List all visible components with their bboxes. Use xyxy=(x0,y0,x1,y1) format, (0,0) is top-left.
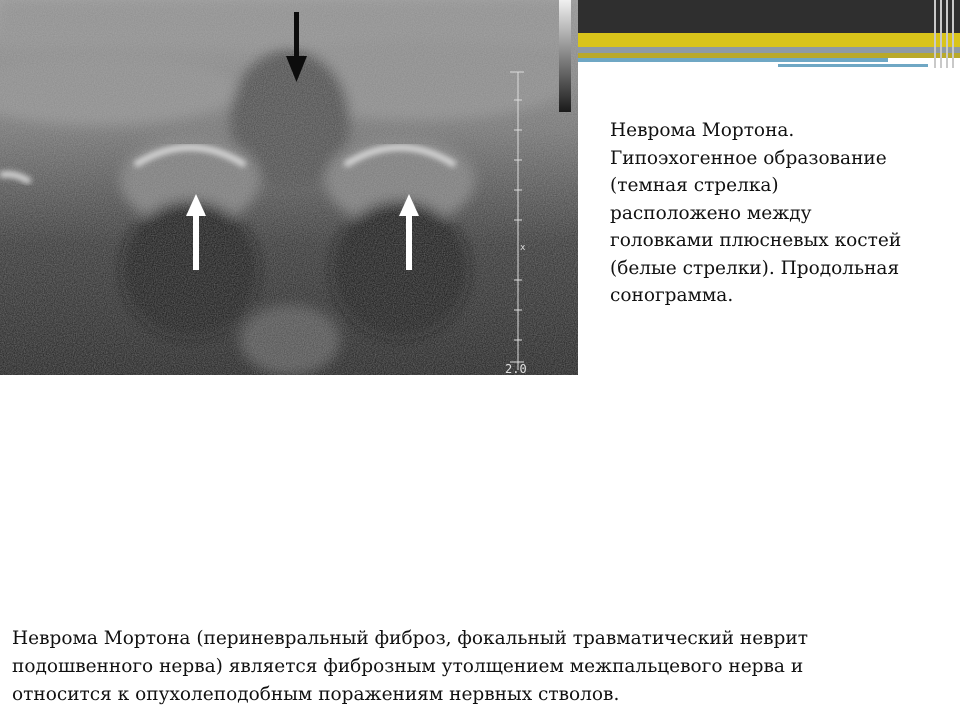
caption-line: Неврома Мортона. xyxy=(610,120,795,141)
body-line: относится к опухолеподобным поражениям нервных стволов. xyxy=(12,684,620,705)
caption-line: Гипоэхогенное образование xyxy=(610,147,887,169)
header-decoration xyxy=(578,0,960,70)
caption-line: (темная стрелка) xyxy=(610,175,779,196)
body-line: подошвенного нерва) является фиброзным утолщением межпальцевого нерва и xyxy=(12,656,804,677)
header-vertical-lines xyxy=(932,0,960,68)
caption-line: расположено между xyxy=(610,202,812,224)
body-line: Неврома Мортона (периневральный фиброз, фокальный травматический неврит xyxy=(12,628,808,649)
header-blue-stripe-short xyxy=(778,64,928,67)
scale-label: 2.0 xyxy=(505,362,527,375)
caption-line: (белые стрелки). Продольная xyxy=(610,257,900,279)
header-dark-bar xyxy=(578,0,960,33)
figure-caption xyxy=(610,117,950,310)
caption-line: сонограмма. xyxy=(610,285,734,306)
caption-line: головками плюсневых костей xyxy=(610,230,902,251)
body-paragraph xyxy=(12,625,952,709)
axis-marker: x xyxy=(520,243,526,253)
ultrasound-image xyxy=(0,0,578,375)
header-gold-stripe xyxy=(578,33,960,47)
grayscale-bar xyxy=(559,0,571,112)
header-blue-stripe xyxy=(578,58,888,62)
